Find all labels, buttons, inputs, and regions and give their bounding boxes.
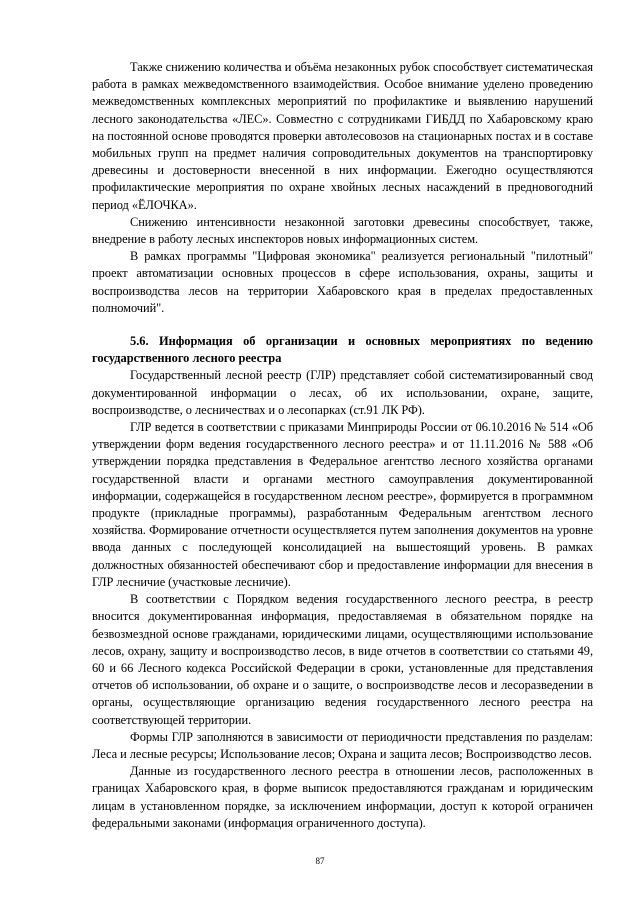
page-number: 87 — [315, 856, 325, 866]
section-heading: 5.6. Информация об организации и основных мероприятиях по ведению государственного лесного реестра — [92, 334, 593, 366]
paragraph: В рамках программы "Цифровая экономика" реализуется региональный "пилотный" проект автоматизации основных процессов в сфере использования, охраны, защиты и воспроизводства лесов на территории Хабаровского края в пределах предоставленных полномочий". — [92, 249, 593, 315]
paragraph: Данные из государственного лесного реестра в отношении лесов, расположенных в границах Хабаровского края, в форме выписок предоставляются гражданам и юридическим лицам в установленном порядке, за исключением информации, доступ к которой ограничен федеральными законами (информация ограниченного доступа). — [92, 764, 593, 830]
paragraph: ГЛР ведется в соответствии с приказами Минприроды России от 06.10.2016 № 514 «Об утверждении форм ведения государственного лесного реестра» и от 11.11.2016 № 588 «Об утверждении порядка представления в Федеральное агентство лесного хозяйства органами государственной власти и органами местного самоуправления документированной информации, содержащейся в государственном лесном реестре», формируется в программном продукте (прикладные программы), разработанным Федеральным агентством лесного хозяйства. Формирование отчетности осуществляется путем заполнения документов на уровне ввода данных с последующей консолидацией на вышестоящий уровень. В рамках должностных обязанностей обеспечивают сбор и предоставление информации для внесения в ГЛР лесничие (участковые лесничие). — [92, 420, 593, 589]
paragraph: Формы ГЛР заполняются в зависимости от периодичности представления по разделам: Леса и лесные ресурсы; Использование лесов; Охрана и защита лесов; Воспроизводство лесов. — [92, 729, 593, 761]
paragraph: Также снижению количества и объёма незаконных рубок способствует систематическая работа в рамках межведомственного взаимодействия. Особое внимание уделено проведению межведомственных комплексных мероприятий по профилактике и выявлению нарушений лесного законодательства «ЛЕС». Совместно с сотрудниками ГИБДД по Хабаровскому краю на постоянной основе проводятся проверки автолесовозов на стационарных постах и в составе мобильных групп на предмет наличия сопроводительных документов на транспортировку древесины и достоверности внесенной в них информации. Ежегодно осуществляются профилактические мероприятия по охране хвойных лесных насаждений в предновогодний период «ЁЛОЧКА». — [92, 60, 593, 212]
document-page — [92, 59, 593, 832]
section-spacer — [92, 317, 593, 333]
paragraph: Снижению интенсивности незаконной заготовки древесины способствует, также, внедрение в работу лесных инспекторов новых информационных систем. — [92, 214, 593, 247]
paragraph: Государственный лесной реестр (ГЛР) представляет собой систематизированный свод документированной информации о лесах, об их использовании, охране, защите, воспроизводстве, о лесничествах и о лесопарках (ст.91 ЛК РФ). — [92, 368, 593, 417]
paragraph: В соответствии с Порядком ведения государственного лесного реестра, в реестр вносится документированная информация, предоставляемая в обязательном порядке на безвозмездной основе гражданами, юридическими лицами, осуществляющими использование лесов, охрану, защиту и воспроизводство лесов, в виде отчетов в соответствии со статьями 49, 60 и 66 Лесного кодекса Российской Федерации в сроки, установленные для представления отчетов об использовании, об охране и о защите, о воспроизводстве лесов и лесоразведении в органы, осуществляющие организацию ведения государственного лесного реестра на соответствующей территории. — [92, 592, 593, 727]
